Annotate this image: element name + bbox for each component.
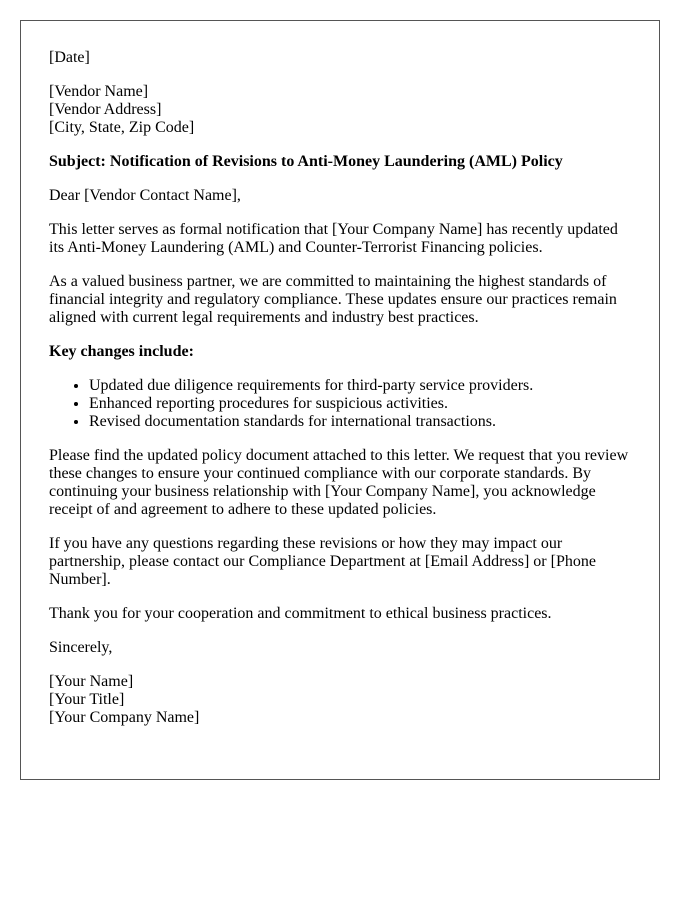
list-item: • Revised documentation standards for international transactions. [89, 413, 631, 431]
body-paragraph-commitment: As a valued business partner, we are committed to maintaining the highest standards of financial integrity and regulatory compliance. These updates ensure our practices remain aligned with current legal requirements and industry best practices. [49, 273, 617, 326]
letter-subject: Subject: Notification of Revisions to Anti-Money Laundering (AML) Policy [49, 153, 563, 170]
vendor-address: [Vendor Address] [49, 101, 162, 118]
body-paragraph-thanks: Thank you for your cooperation and commitment to ethical business practices. [49, 605, 552, 622]
signer-company: [Your Company Name] [49, 709, 200, 726]
vendor-name: [Vendor Name] [49, 83, 149, 100]
key-changes-heading: Key changes include: [49, 343, 194, 360]
signer-name: [Your Name] [49, 673, 134, 690]
signer-title: [Your Title] [49, 691, 125, 708]
key-changes-list [49, 377, 631, 431]
list-item: • Enhanced reporting procedures for suspicious activities. [89, 395, 631, 413]
letter-document [20, 20, 660, 780]
letter-date: [Date] [49, 49, 90, 66]
letter-sign-off: Sincerely, [49, 639, 113, 656]
letter-greeting: Dear [Vendor Contact Name], [49, 187, 241, 204]
vendor-address-block [49, 83, 631, 137]
list-item: • Updated due diligence requirements for third-party service providers. [89, 377, 631, 395]
signature-block [49, 673, 631, 727]
body-paragraph-notification: This letter serves as formal notification that [Your Company Name] has recently updated its Anti-Money Laundering (AML) and Counter-Terrorist Financing policies. [49, 221, 618, 256]
body-paragraph-questions: If you have any questions regarding these revisions or how they may impact our partnership, please contact our Compliance Department at [Email Address] or [Phone Number]. [49, 535, 596, 588]
body-paragraph-policy-attached: Please find the updated policy document attached to this letter. We request that you review these changes to ensure your continued compliance with our corporate standards. By continuing your business relationship with [Your Company Name], you acknowledge receipt of and agreement to adhere to these updated policies. [49, 447, 629, 518]
vendor-city-state-zip: [City, State, Zip Code] [49, 119, 195, 136]
